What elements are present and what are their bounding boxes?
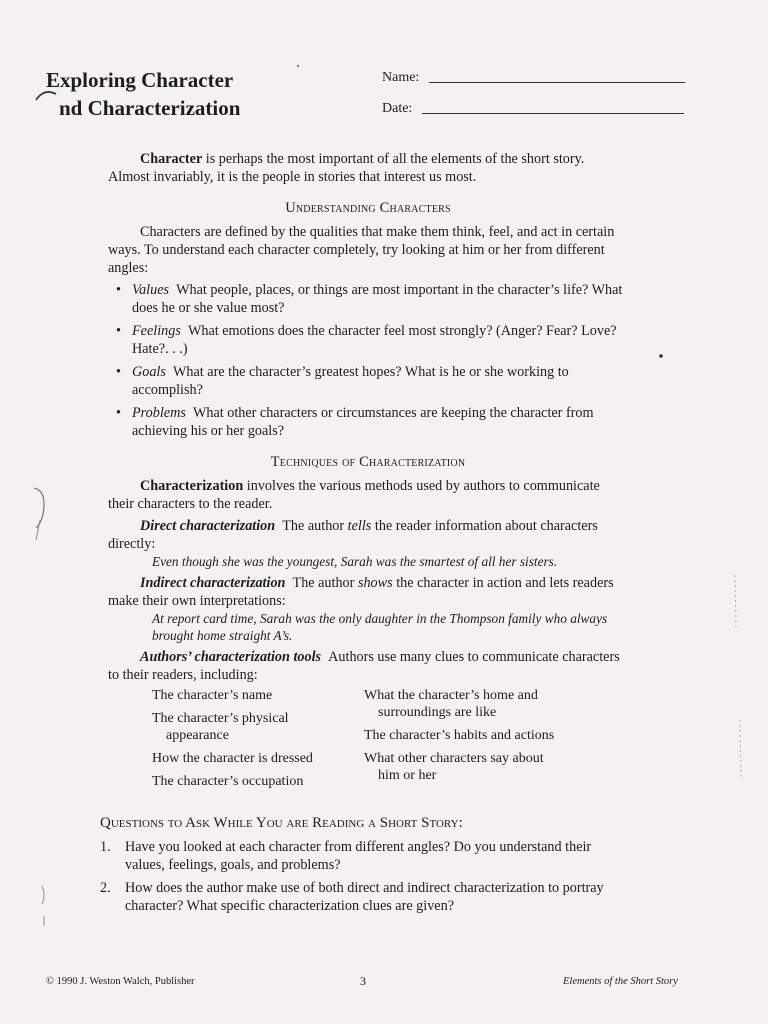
question-number: 2. — [100, 880, 111, 896]
indirect-term: Indirect characterization — [140, 575, 286, 591]
tool-text: How the character is dressed — [152, 751, 313, 766]
list-item-text: What are the character’s greatest hopes? What is he or she working to accomplish? — [132, 364, 569, 398]
intro-text: is perhaps the most important of all the elements of the short story. Almost invariably, it is the people in stories that interest us most. — [108, 151, 585, 185]
question-text: Have you looked at each character from different angles? Do you understand their values, feelings, goals, and problems? — [125, 839, 592, 873]
question-text: How does the author make use of both direct and indirect characterization to portray character? What specific characterization clues are given? — [125, 880, 604, 914]
footer-copyright: © 1990 J. Weston Walch, Publisher — [46, 976, 195, 987]
techniques-heading: Techniques of Characterization — [270, 454, 466, 470]
tool-text: What other characters say about — [364, 751, 544, 766]
questions-heading: Questions to Ask While You are Reading a Short Story: — [100, 815, 463, 831]
tool-text: The character’s physical — [152, 711, 289, 726]
intro-term: Character — [140, 151, 203, 167]
techniques-term: Characterization — [140, 478, 244, 494]
list-item-term: Feelings — [132, 323, 181, 339]
list-item-text: What people, places, or things are most important in the character’s life? What does he or she value most? — [132, 282, 623, 316]
tool-text: What the character’s home and — [364, 688, 538, 703]
understanding-intro: Characters are defined by the qualities that make them think, feel, and act in certain ways. To understand each character completely, try looking at him or her from different angles: — [108, 224, 615, 276]
title-line-1: Exploring Character — [46, 68, 234, 92]
list-item-text: What emotions does the character feel most strongly? (Anger? Fear? Love? Hate?. . .) — [132, 323, 617, 357]
list-item-term: Problems — [132, 405, 186, 421]
indirect-text-a: The author — [292, 575, 358, 591]
tool-text-cont: appearance — [166, 728, 229, 743]
footer-book-title: Elements of the Short Story — [563, 976, 678, 987]
tools-text: Authors use many clues to communicate characters to their readers, including: — [108, 649, 620, 683]
title-line-2: nd Characterization — [59, 96, 241, 120]
understanding-heading: Understanding Characters — [285, 200, 451, 216]
question-number: 1. — [100, 839, 111, 855]
tool-text: The character’s name — [152, 688, 273, 703]
direct-example: Even though she was the youngest, Sarah was the smartest of all her sisters. — [152, 554, 558, 569]
tool-text: The character’s occupation — [152, 774, 304, 789]
list-item-term: Goals — [132, 364, 166, 380]
tool-text: The character’s habits and actions — [364, 728, 555, 743]
direct-text-b: the reader information about characters directly: — [108, 518, 598, 552]
techniques-text: involves the various methods used by authors to communicate their characters to the reader. — [108, 478, 600, 512]
name-label: Name: — [382, 70, 420, 85]
footer-page-number: 3 — [360, 974, 366, 988]
direct-text-a: The author — [282, 518, 348, 534]
indirect-emph: shows — [357, 575, 393, 591]
tool-text-cont: him or her — [378, 768, 437, 783]
date-label: Date: — [382, 101, 413, 116]
indirect-example: At report card time, Sarah was the only daughter in the Thompson family who always brought home straight A’s. — [152, 611, 608, 643]
direct-term: Direct characterization — [140, 518, 276, 534]
tools-term: Authors’ characterization tools — [140, 649, 322, 665]
list-item-text: What other characters or circumstances are keeping the character from achieving his or her goals? — [132, 405, 594, 439]
tool-text-cont: surroundings are like — [378, 705, 497, 720]
list-item-term: Values — [132, 282, 170, 298]
direct-emph: tells — [347, 518, 372, 534]
indirect-text-b: the character in action and lets readers make their own interpretations: — [108, 575, 614, 609]
